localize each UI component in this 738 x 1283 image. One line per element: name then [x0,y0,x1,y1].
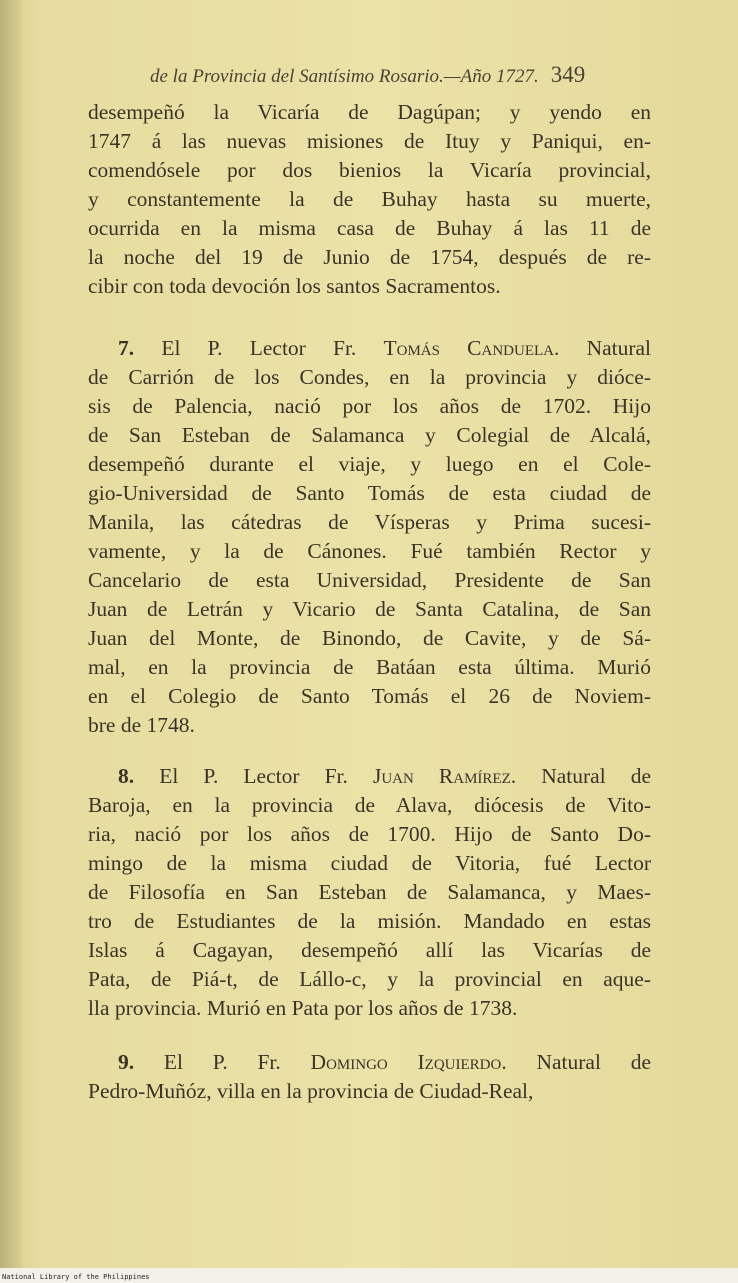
entry-7 [88,334,651,740]
text-line: y constantemente la de Buhay hasta su muerte, [88,187,651,211]
text-line: Manila, las cátedras de Vísperas y Prima sucesi- [88,510,651,534]
continuation-paragraph [88,98,651,301]
text-line: sis de Palencia, nació por los años de 1702. Hijo [88,394,651,418]
text-line: tro de Estudiantes de la misión. Mandado en estas [88,909,651,933]
entry-first-line-rest: Natural de [541,764,652,788]
entry-name: Domingo Izquierdo. [310,1050,507,1074]
text-line: Juan del Monte, de Binondo, de Cavite, y de Sá- [88,626,651,650]
text-line: Pata, de Piá-t, de Lállo-c, y la provincial en aque- [88,967,651,991]
entry-9 [88,1048,651,1106]
text-line: ocurrida en la misma casa de Buhay á las 11 de [88,216,651,240]
entry-heading-line [88,1048,651,1077]
entry-name: Juan Ramírez. [372,764,517,788]
running-header [150,62,630,88]
page-number: 349 [550,62,586,87]
entry-title-prefix: El P. Fr. [163,1050,281,1074]
text-line: Juan de Letrán y Vicario de Santa Catalina, de San [88,597,651,621]
text-line: lla provincia. Murió en Pata por los años de 1738. [88,996,518,1020]
text-line: de Carrión de los Condes, en la provincia y dióce- [88,365,651,389]
text-line: gio-Universidad de Santo Tomás de esta ciudad de [88,481,651,505]
text-line: la noche del 19 de Junio de 1754, después de re- [88,245,651,269]
page-gutter [0,0,22,1283]
text-line: mingo de la misma ciudad de Vitoria, fué Lector [88,851,651,875]
entry-number: 9. [118,1050,135,1074]
text-line: en el Colegio de Santo Tomás el 26 de Noviem- [88,684,651,708]
entry-heading-line [88,762,651,791]
entry-first-line-rest: Natural [586,336,652,360]
text-line: Pedro-Muñóz, villa en la provincia de Ciudad-Real, [88,1079,534,1103]
entry-title-prefix: El P. Lector Fr. [159,764,348,788]
entry-8 [88,762,651,1023]
text-line: Cancelario de esta Universidad, Presidente de San [88,568,651,592]
text-line: Islas á Cagayan, desempeñó allí las Vicarías de [88,938,651,962]
entry-number: 7. [118,336,135,360]
running-title: de la Provincia del Santísimo Rosario.—Año 1727. [150,66,539,87]
text-line: bre de 1748. [88,713,195,737]
text-line: 1747 á las nuevas misiones de Ituy y Paniqui, en- [88,129,651,153]
text-line: desempeñó la Vicaría de Dagúpan; y yendo en [88,100,651,124]
library-credit: National Library of the Philippines [2,1273,150,1281]
text-line: vamente, y la de Cánones. Fué también Rector y [88,539,651,563]
text-line: mal, en la provincia de Batáan esta última. Murió [88,655,651,679]
text-line: ria, nació por los años de 1700. Hijo de Santo Do- [88,822,651,846]
text-line: Baroja, en la provincia de Alava, diócesis de Vito- [88,793,651,817]
entry-number: 8. [118,764,135,788]
entry-first-line-rest: Natural de [536,1050,651,1074]
text-line: de Filosofía en San Esteban de Salamanca, y Maes- [88,880,651,904]
text-line: comendósele por dos bienios la Vicaría provincial, [88,158,651,182]
entry-name: Tomás Canduela. [383,336,560,360]
entry-heading-line [88,334,651,363]
text-line: de San Esteban de Salamanca y Colegial de Alcalá, [88,423,651,447]
text-line: cibir con toda devoción los santos Sacramentos. [88,274,501,298]
entry-title-prefix: El P. Lector Fr. [161,336,357,360]
text-line: desempeñó durante el viaje, y luego en el Cole- [88,452,651,476]
